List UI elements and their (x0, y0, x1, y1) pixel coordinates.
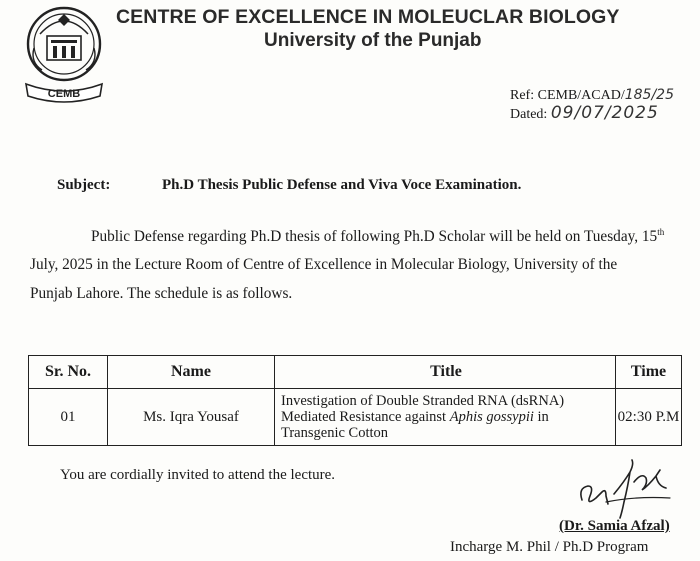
cell-time: 02:30 P.M (616, 389, 682, 446)
subject-text: Ph.D Thesis Public Defense and Viva Voce Examination. (162, 177, 522, 193)
body-superscript: th (657, 226, 665, 237)
org-name: CENTRE OF EXCELLENCE IN MOLEUCLAR BIOLOGY (116, 6, 620, 28)
header-title: Title (275, 356, 616, 389)
cell-sr-no: 01 (29, 389, 108, 446)
table-row (29, 389, 682, 446)
subject-label: Subject: (57, 177, 111, 193)
invitation-text: You are cordially invited to attend the lecture. (60, 467, 336, 483)
ref-label: Ref: CEMB/ACAD/ (510, 88, 625, 103)
title-text-2: in Transgenic Cotton (281, 409, 549, 441)
body-line-3: Punjab Lahore. The schedule is as follows. (30, 285, 293, 302)
signer-designation: Incharge M. Phil / Ph.D Program (450, 539, 649, 555)
table-header-row (29, 356, 682, 389)
dated-label: Dated: (510, 107, 548, 122)
title-species: Aphis gossypii (449, 409, 534, 425)
university-name: University of the Punjab (264, 30, 482, 51)
header-time: Time (616, 356, 682, 389)
header-name: Name (108, 356, 275, 389)
ref-number: 185/25 (624, 87, 674, 103)
signer-name: (Dr. Samia Afzal) (559, 518, 670, 534)
body-line-2: July, 2025 in the Lecture Room of Centre of Excellence in Molecular Biology, University of the (30, 256, 618, 273)
cemb-logo (20, 4, 108, 104)
body-line-1 (91, 228, 664, 246)
cell-name: Ms. Iqra Yousaf (108, 389, 275, 446)
body-line-1-text: Public Defense regarding Ph.D thesis of following Ph.D Scholar will be held on Tuesday, 15 (91, 228, 658, 245)
header-sr-no: Sr. No. (29, 356, 108, 389)
cell-title (275, 389, 616, 446)
logo-text: CEMB (47, 88, 81, 100)
schedule-table (28, 355, 682, 446)
dated-value: 09/07/2025 (550, 103, 659, 123)
dated-line (510, 103, 659, 123)
title-text-1: Investigation of Double Stranded RNA (dsRNA) Mediated Resistance against (281, 393, 565, 425)
reference-line (510, 87, 674, 104)
signature (576, 452, 676, 524)
